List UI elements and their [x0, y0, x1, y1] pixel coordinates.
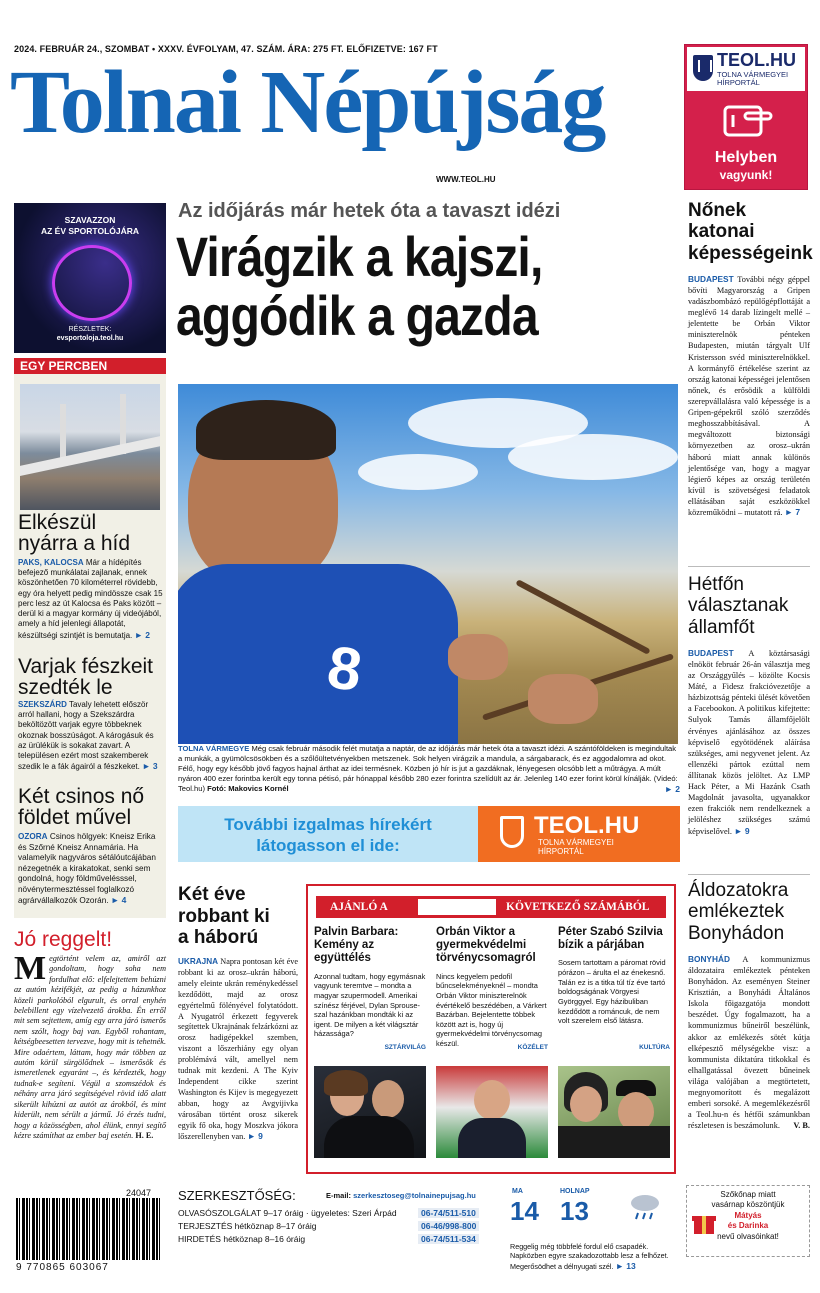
preview-bar-blank [418, 899, 496, 915]
preview-photo-speaker [436, 1066, 548, 1158]
photo-credit: Fotó: Makovics Kornél [207, 784, 289, 794]
banner-line-2: látogasson el ide: [256, 836, 400, 855]
teol-banner-shield-icon [500, 816, 524, 848]
gift-icon [691, 1210, 717, 1236]
preview-title: Palvin Barbara: Kemény az együttélés [314, 926, 399, 965]
nameday-name-1: Mátyás [734, 1210, 762, 1220]
barcode-issue: 24047 [126, 1188, 152, 1198]
story-body: UKRAJNA Napra pontosan két éve robbant ki az orosz–ukrán háború, amely eleinte ukrán reménykedéssel kezdődött, majd az orosz egyértelmű fölényével folytatódott. A Nyugatról érkezett fegyverek segítettek Ukrajnának felzárkózni az orosz hadigépekkel szemben, viszont a lőszerhiány egy olyan problémává vált, amellyel nem tudnak mit kezdeni. A The Kyiv Independent cikke szerint Washington és Kijev is megegyezett abban, hogy az Avgyijivka városában történt orosz sikerek egyik fő oka, hogy Moszkva jókora lőszerellenyben van. ► 9 [178, 956, 298, 1142]
teol-banner[interactable] [178, 806, 680, 862]
vote-more: RÉSZLETEK: [68, 326, 112, 333]
editorial-title: SZERKESZTŐSÉG: [178, 1188, 296, 1203]
editorial-contacts [178, 1188, 498, 1258]
nameday-line-2: vasárnap köszöntjük [711, 1200, 785, 1210]
preview-body: Azonnal tudtam, hogy egymásnak vagyunk teremtve – mondta a magyar szupermodell. Amerikai színész férjével, Dylan Sprouse-szal hazánkban mondták ki az igent. De milyen a két világsztár házassága? [314, 971, 426, 1039]
nameday-name-2: és Darinka [727, 1221, 769, 1231]
teol-sub1: TOLNA VÁRMEGYEI [717, 70, 789, 79]
preview-item-palvin[interactable] [314, 926, 428, 1051]
vote-line-1: SZAVAZZON [64, 215, 116, 225]
site-url[interactable]: WWW.TEOL.HU [436, 175, 496, 184]
vote-line-2: AZ ÉV SPORTOLÓJÁRA [40, 225, 140, 236]
preview-photo-pair [558, 1066, 670, 1158]
story-title: Hétfőn választanak államfőt [688, 574, 789, 638]
lead-headline[interactable]: Virágzik a kajszi, aggódik a gazda [176, 225, 543, 347]
banner-sub1: TOLNA VÁRMEGYEI [538, 838, 614, 847]
preview-body: Sosem tartottam a páromat rövid pórázon – árulta el az énekesnő. Talán ez is a titka túl tíz éve tartó boldogságának Vörgyesi Györggyel. Egy házibuliban kezdődött a románcuk, de nem volt szerelem első látásra. [558, 958, 666, 1026]
story-war-anniversary[interactable] [178, 884, 298, 1143]
bridge-photo [20, 384, 160, 510]
preview-photo-couple [314, 1066, 426, 1158]
page-ref[interactable]: ► 7 [784, 507, 801, 518]
story-body-women: OZORA Csinos hölgyek: Kneisz Erika és Szőrné Kneisz Annamária. Ha valamelyik nagyváros sétálóutcájában nézegetnék a kirakatokat, senki sem gondolná, hogy földművelésssel, növénytermesztéssel foglalkozó agrárvállalkozók Ozorán. ► 4 [18, 832, 156, 905]
weather-desc: Reggelig még többfelé fordul elő csapadék. Napközben egyre szakadozottabb lesz a felhőzet. Megerősödhet a délnyugati szél. ► 13 [510, 1242, 669, 1271]
contact-row: OLVASÓSZOLGÁLAT 9–17 óráig · ügyeletes: Szeri Árpád 06-74/511-510 [178, 1208, 488, 1218]
barcode-number: 9 770865 603067 [16, 1262, 109, 1273]
teol-slogan-1: Helyben [714, 149, 778, 166]
left-briefs-column [14, 374, 166, 918]
today-label: MA [512, 1188, 523, 1195]
teol-slogan-2: vagyunk! [719, 168, 773, 182]
dateline: 2024. FEBRUÁR 24., SZOMBAT • XXXV. ÉVFOLYAM, 47. SZÁM. ÁRA: 275 FT. ELŐFIZETVE: 167 FT [14, 44, 438, 54]
nameday-line-3: nevű olvasóinkat! [717, 1231, 779, 1241]
footer [14, 1188, 810, 1280]
page-ref[interactable]: ► 9 [734, 825, 750, 836]
pointing-hand-icon [719, 99, 775, 143]
banner-logo: TEOL.HU [534, 812, 640, 839]
signature: V. B. [793, 1121, 810, 1131]
story-body: BONYHÁD A kommunizmus áldozataira emlékeztek pénteken Bonyhádon. Az eseményen Steiner Krisztián, a Bonyhádi Általános Iskola főigazgatója mondott beszédet. Úgy fogalmazott, ha a kommunizmus bűneiről beszélünk, akkor az emlékezés sötét kútja elképesztő mélységekbe visz: a kommunista diktatúra titkokkal és elhallgatással övezett bűneinek világa valójában a megtörtetett, megnyomorított és megalázott emberi sorsoké. A megemlékezésről a Teol.hu-n és hétfői számunkban részletesen is beszámolunk. V. B. [688, 953, 810, 1131]
story-title: Két éve robbant ki a háború [178, 884, 270, 949]
tomorrow-label: HOLNAP [560, 1188, 590, 1195]
teol-ad[interactable] [684, 44, 808, 190]
shirt-number: 8 [323, 633, 366, 704]
story-body: BUDAPEST A köztársasági elnököt február 26-án választja meg az Országgyűlés – közölte Kocsis Máté, a Fidesz frakcióvezetője a házbizottság pénteki ülését követően a Facebookon. A politikus kifejtette: Sulyok Tamás államfőjelölt érvényes ajánlásához az összes képviselő egyötödének aláírása szükséges, ami negyvenet jelent. Az ellenzéki pártok ezúttal nem állítanak közös jelöltet. Az LMP Hack Péter, a Mi Hazánk Csath Magdolnát javasolta, ugyanakkor ezen frakciók nem rendelkeznek a jelöléshez szükséges számú képviselővel. ► 9 [688, 647, 810, 836]
preview-tag: KULTÚRA [639, 1044, 670, 1051]
page-ref[interactable]: ► 2 [134, 629, 151, 640]
barcode-bars [16, 1198, 162, 1260]
banner-line-1: További izgalmas hírekért [224, 815, 432, 834]
story-title-crows: Varjak fészkeit szedték le [18, 655, 153, 699]
story-president-election[interactable] [688, 574, 810, 837]
story-gripen[interactable] [688, 200, 813, 518]
sportsperson-vote-ad[interactable] [14, 203, 166, 353]
preview-bar-right: KÖVETKEZŐ SZÁMÁBÓL [506, 901, 650, 913]
barcode [14, 1188, 166, 1276]
page-ref[interactable]: ► 3 [142, 761, 158, 772]
good-morning-title: Jó reggelt! [14, 928, 113, 951]
teol-sub2: HÍRPORTÁL [717, 78, 760, 88]
contact-row: HIRDETÉS hétköznap 8–16 óráig 06-74/511-534 [178, 1234, 488, 1244]
today-temp: 14 [510, 1196, 539, 1226]
story-title: Nőnek katonai képességeink [688, 200, 813, 264]
preview-item-orban[interactable] [436, 926, 550, 1049]
lead-kicker: Az időjárás már hetek óta a tavaszt idézi [178, 200, 561, 222]
story-bonyhad[interactable] [688, 880, 810, 1132]
good-morning-column: Megtörtént velem az, amiről azt gondoltam, hogy soha nem fordulhat elő: elfelejtettem behúzni az autóm kézifékjét, az pedig a házunkhoz közeli parkolóból elgurult, és orral enyhén belebillent egy vízelvezető árokba. Én erről mit sem sejtettem, amíg egy arra járó ismerős nem szólt, hogy baj van. Egyből rohantam, kétségbeesetten tervezve, hogy mit is tehetnék. Mire odaértem, láttam, hogy már többen az autóm körül sürgölődnek – ismerősök és ismeretlenek egyaránt –, és kérdezték, hogy tudnak-e segíteni. Végül a szomszédok és néhány arra járó segítségével rövid idő alatt sikerült kihúzni az autót az árokból, és mint kiderült, nem sérült a jármű. Jó érzés tudni, hogy a közösségben, ahol élünk, ennyi segítő kézre számíthat az ember baj esetén. H. E. [14, 950, 166, 1140]
vote-ring-graphic [52, 245, 132, 321]
banner-sub2: HÍRPORTÁL [538, 846, 584, 856]
page-ref[interactable]: ► 13 [615, 1260, 636, 1271]
phone[interactable]: 06-46/998-800 [418, 1221, 479, 1231]
story-body: BUDAPEST További négy géppel bővíti Magyarország a Gripen vadászbombázó repülőgépflottáját a meglévő 14 darab lízingelt mellé – jelentette be Orbán Viktor miniszterelnök pénteken Budapesten, miután tárgyalt Ulf Kristersson svéd miniszterelnökkel. A kormányfő értékelése szerint az ország katonai képességei jelentősen nőnek, és erősödik a külföldi szerepvállalásra való képessége is a Gripen-gépekről szóló szerződés meghosszabbításával. A megváltozott biztonsági környezetben az orosz–ukrán háború miatt annak különös jelentősége van, hogy a magyar légierő képes az ország területén kívül is szövetségesi feladatok ellátásában saját eszközökkel közreműködni – mutatott rá. ► 7 [688, 273, 810, 518]
egy-percben-label: EGY PERCBEN [14, 358, 166, 374]
teol-shield-icon [693, 55, 713, 81]
signature: H. E. [135, 1130, 154, 1140]
preview-body: Nincs kegyelem pedofil bűncselekményeknél – mondta Orbán Viktor miniszterelnök évértékelő beszédében, a Várkert Bazárban. Bejelentette többek között azt is, hogy új gyermekvédelmi törvénycsomag készül. [436, 971, 547, 1049]
preview-title: Péter Szabó Szilvia bízik a párjában [558, 926, 663, 952]
nameday-box [686, 1185, 810, 1257]
nameday-line-1: Szőkőnap miatt [720, 1190, 776, 1199]
email-link[interactable]: szerkesztoseg@tolnainepujsag.hu [353, 1191, 476, 1200]
story-body-bridge: PAKS, KALOCSA Már a hídépítés befejező munkálatai zajlanak, ennek köszönhetően 70 kilométerrel rövidebb, egy óra helyett pedig mindössze csak 15 perc lesz az út Kalocsa és Paks között – derül ki a magyar kormány új videójából, amely a híd jelenlegi állapotát, készültségi szintjét is bemutatja. ► 2 [18, 558, 163, 640]
teol-logo: TEOL.HU [717, 50, 796, 70]
phone[interactable]: 06-74/511-534 [418, 1234, 479, 1244]
lead-caption: TOLNA VÁRMEGYE Még csak február második felét mutatja a naptár, de az időjárás már hetek óta a tavaszt idézi. A szántóföldeken is megindultak a munkák, a gyümölcsösökben és a szőlőültetvényekben metszenek. Sok helyen virágzik a mandula, a sárgabarack, és ez aggodalomra ad okot. Félő, hogy egy később jövő fagyos hajnal árthat az idei termésnek. Közben jó hír is jut a gazdáknak, lényegesen olcsóbb lett a műtrágya. A múlt nyáron 400 ezer forintba került egy tonna pétisó, pár hónappal később 280 ezer forintra szelídült az ár. Jelenleg 140 ezer forint körül kínálják. (Videó: Teol.hu) Fotó: Makovics Kornél ► 2 [178, 744, 680, 795]
weather-box [510, 1188, 678, 1280]
story-body-crows: SZEKSZÁRD Tavaly lehetett először arról hallani, hogy a Szekszárdra beköltözött varjak egyre többeknek okoznak bosszúságot. A károgásuk és az ürülékük is sokakat zavart. A településen ezért most szakemberek szedik le a fák ágairól a fészkeket. ► 3 [18, 700, 158, 772]
masthead[interactable]: Tolnai Népújság [10, 53, 605, 152]
contact-row: TERJESZTÉS hétköznap 8–17 óráig 06-46/998-800 [178, 1221, 488, 1231]
preview-bar-left: AJÁNLÓ A [330, 901, 388, 913]
page-ref[interactable]: ► 9 [247, 1131, 263, 1142]
drop-cap: M [14, 950, 47, 987]
preview-title: Orbán Viktor a gyermekvédelmi törvénycsomagról [436, 926, 536, 965]
story-title-bridge: Elkészül nyárra a híd [18, 511, 131, 555]
rain-cloud-icon [628, 1192, 662, 1222]
preview-tag: KÖZÉLET [517, 1044, 548, 1051]
preview-item-szabo[interactable] [558, 926, 672, 1051]
next-issue-preview-box [306, 884, 676, 1174]
preview-tag: SZTÁRVILÁG [384, 1044, 426, 1051]
email-label: E-mail: [326, 1191, 352, 1200]
page-ref[interactable]: ► 2 [664, 784, 680, 795]
page-ref[interactable]: ► 4 [110, 895, 127, 905]
story-title: Áldozatokra emlékeztek Bonyhádon [688, 880, 789, 944]
tomorrow-temp: 13 [560, 1196, 589, 1226]
lead-photo-farmer-apricot [178, 384, 678, 744]
story-title-women: Két csinos nő földet művel [18, 785, 145, 829]
phone[interactable]: 06-74/511-510 [418, 1208, 479, 1218]
preview-bar [316, 896, 666, 918]
vote-url[interactable]: evsportoloja.teol.hu [56, 335, 124, 343]
